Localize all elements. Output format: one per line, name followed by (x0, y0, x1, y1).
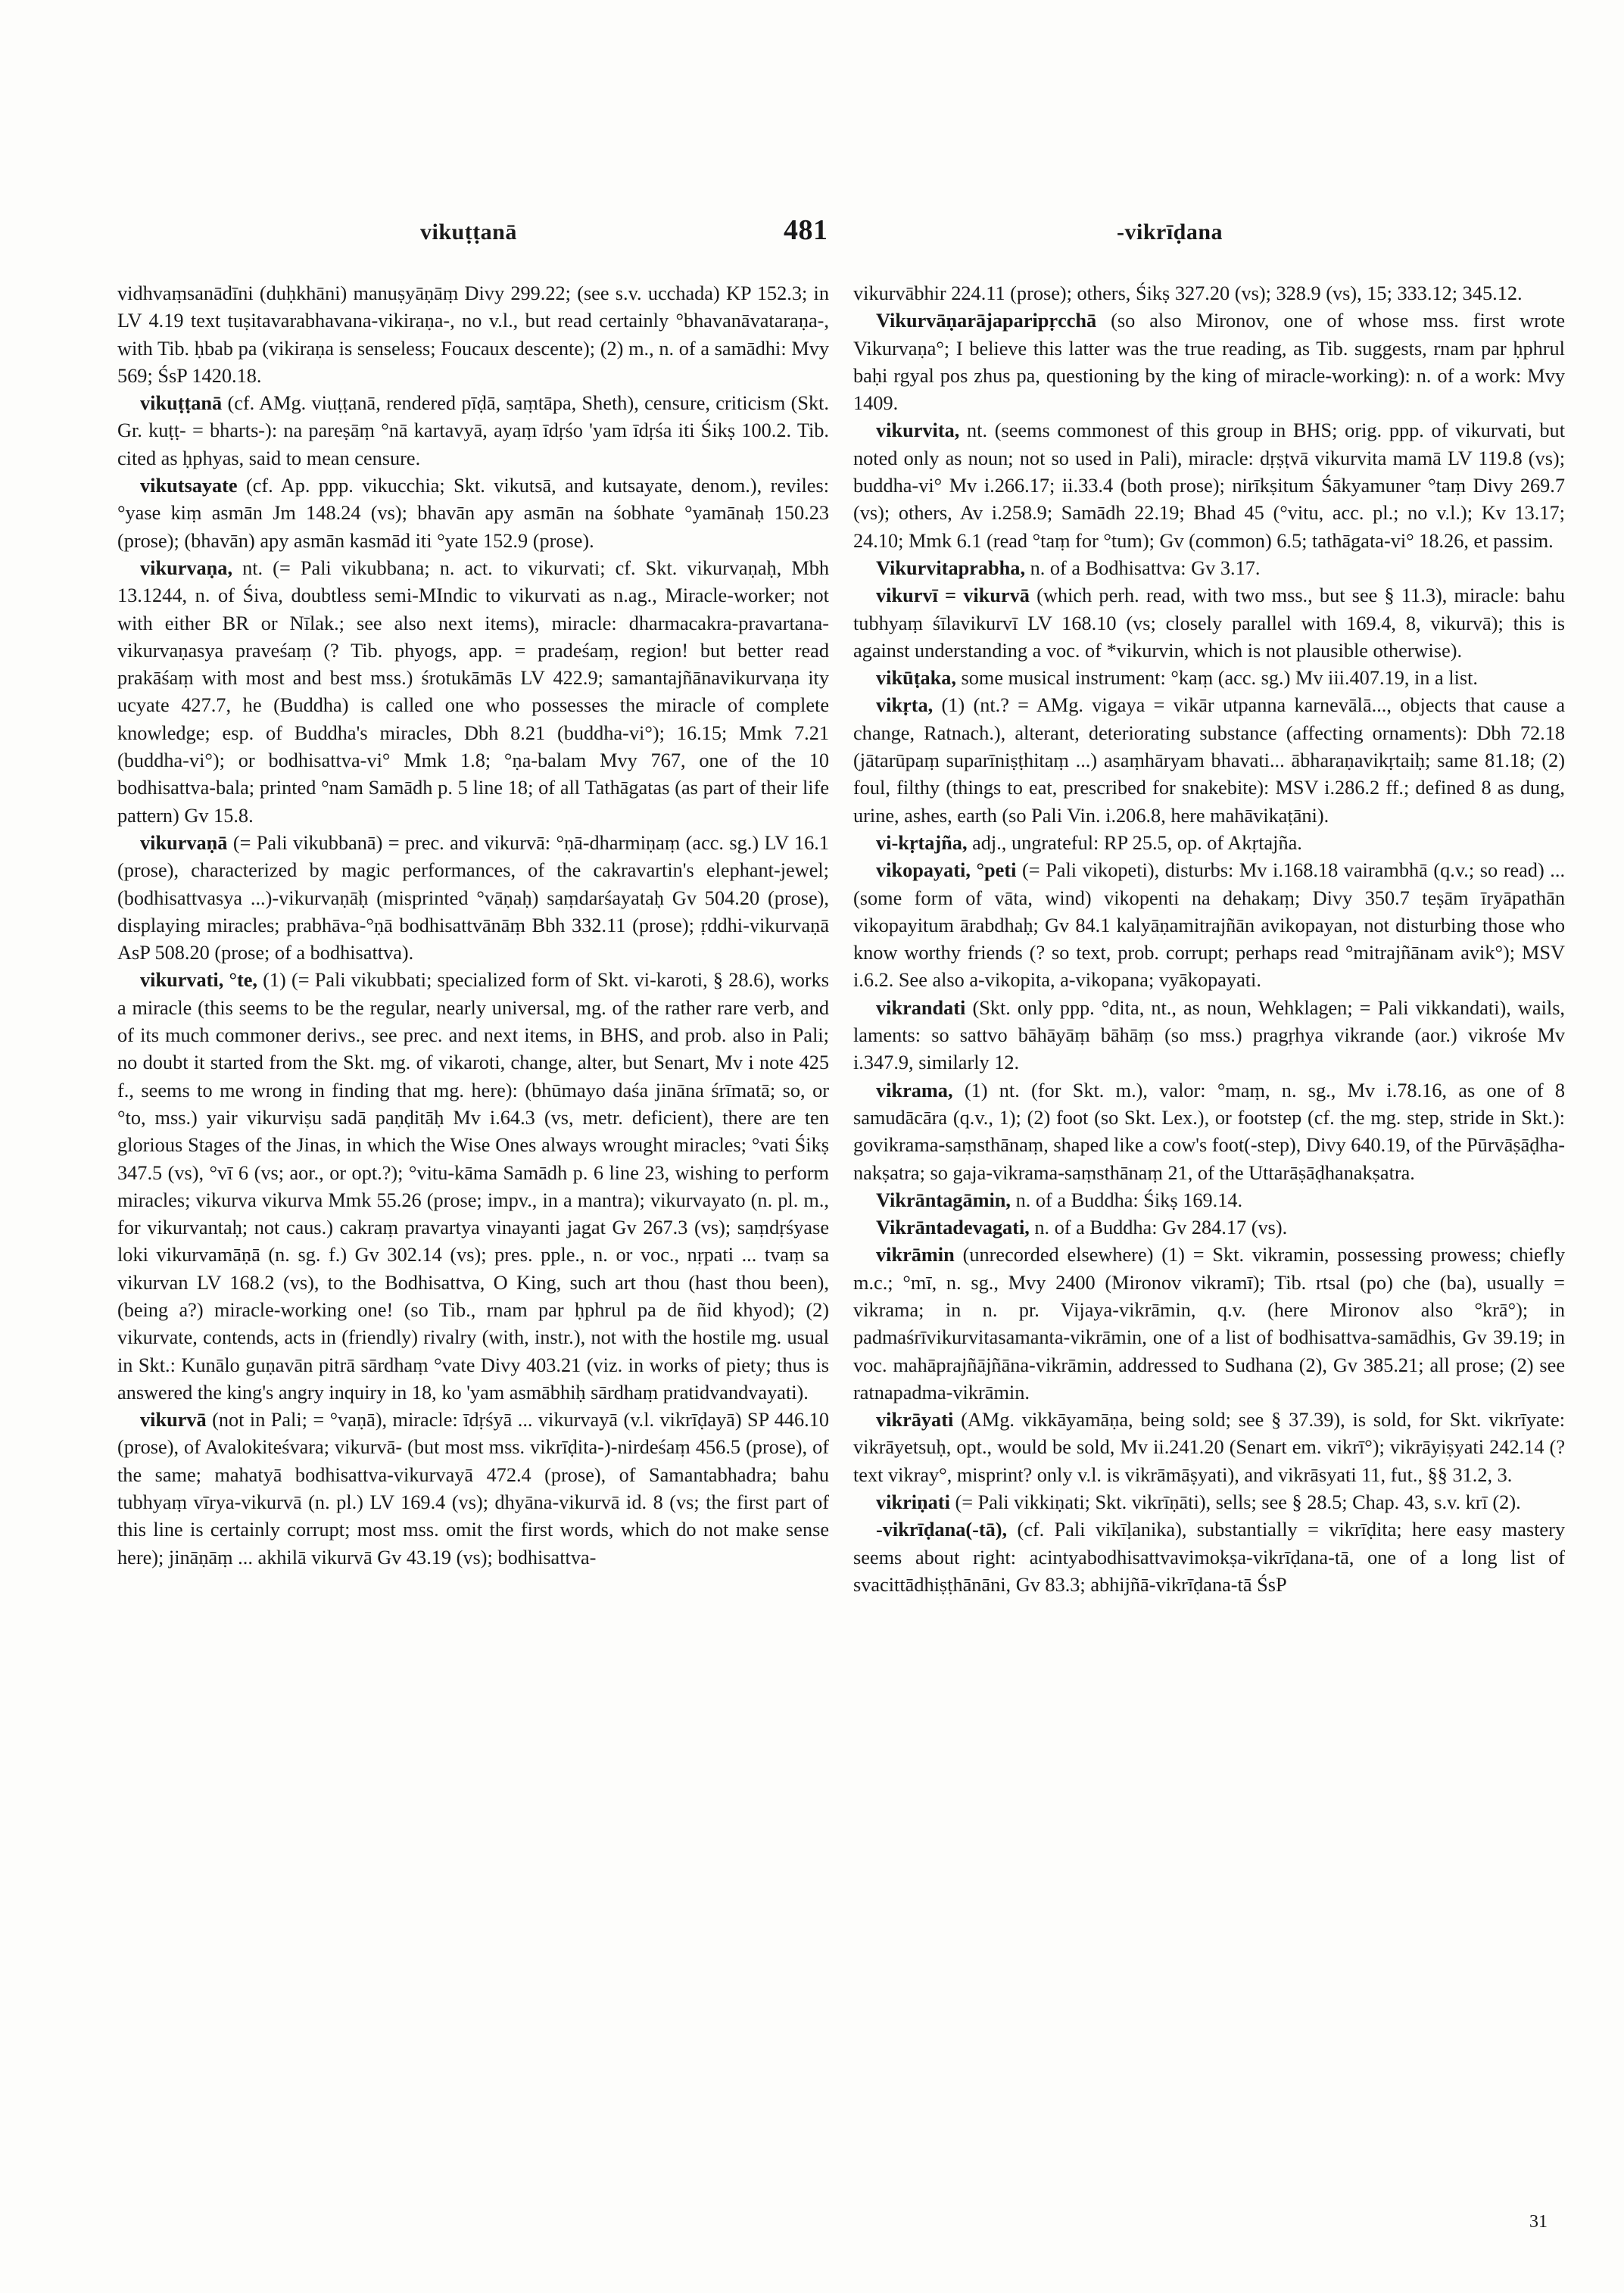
dictionary-entry (117, 390, 829, 472)
entry-body: (which perh. read, with two mss., but see § 11.3), miracle: bahu tubhyaṃ śīlavikurvī LV 168.10 (vs; closely parallel with 169.4, 8, vikurvā); this is against understanding a voc. of *vikurvin, which is not plausible otherwise). (853, 584, 1565, 662)
entry-body: (1) nt. (for Skt. m.), valor: °maṃ, n. sg., Mv i.78.16, as one of 8 samudācāra (q.v., 1); (2) foot (so Skt. Lex.), or footstep (cf. the mg. step, stride in Skt.): govikrama-saṃsthānaṃ, shaped like a cow's foot(-step), Divy 640.19, of the Pūrvāṣāḍha-nakṣatra; so gaja-vikrama-saṃsthānaṃ 21, of the Uttarāṣāḍhanakṣatra. (853, 1079, 1565, 1184)
dictionary-entry (117, 280, 829, 390)
entry-body: n. of a Buddha: Gv 284.17 (vs). (1034, 1217, 1288, 1239)
dictionary-entry (853, 830, 1565, 857)
entry-body: n. of a Buddha: Śikṣ 169.14. (1015, 1189, 1243, 1211)
dictionary-entry (853, 280, 1565, 307)
entry-headword: -vikrīḍana(-tā), (876, 1519, 1008, 1541)
entry-body: (= Pali vikopeti), disturbs: Mv i.168.18 vairambhā (q.v.; so read) ... (some form of vāta, wind) vikopenti na dehakaṃ; Divy 350.7 teṣām īryāpathān vikopayitum ārabdhaḥ; Gv 84.1 kalyāṇamitrajñān avikopayan, not disturbing those who know worthy friends (? so text, prob. corrupt; perhaps read °mitrajñānam avik°); MSV i.6.2. See also a-vikopita, a-vikopana; vyākopayati. (853, 859, 1565, 992)
entry-body: (cf. Pali vikīḷanika), substantially = vikrīḍita; here easy mastery seems about right: acintyabodhisattvavimokṣa-vikrīḍana-tā, one of a long list of svacittādhiṣṭhānāni, Gv 83.3; abhijñā-vikrīḍana-tā ŚsP (853, 1519, 1565, 1596)
dictionary-entry (853, 1489, 1565, 1516)
entry-headword: vikūṭaka, (876, 667, 956, 690)
entry-body: (AMg. vikkāyamāṇa, being sold; see § 37.39), is sold, for Skt. vikrīyate: vikrāyetsuḥ, opt., would be sold, Mv ii.241.20 (Senart em. vikrī°); vikrāyiṣyati 242.14 (? text vikray°, misprint? only v.l. is vikrāmāṣyati), and vikrāsyati 11, fut., §§ 31.2, 3. (853, 1409, 1565, 1486)
entry-headword: vikutsayate (140, 475, 238, 497)
entry-headword: vikurvati, °te, (140, 969, 257, 992)
page-number: 481 (784, 214, 828, 246)
entry-body: vikurvābhir 224.11 (prose); others, Śikṣ 327.20 (vs); 328.9 (vs), 15; 333.12; 345.12. (853, 282, 1523, 304)
entry-headword: vikrandati (876, 996, 966, 1019)
signature-mark: 31 (1529, 2212, 1548, 2232)
entry-headword: vi-kṛtajña, (876, 831, 968, 854)
entry-body: (1) (= Pali vikubbati; specialized form of Skt. vi-karoti, § 28.6), works a miracle (this seems to be the regular, nearly universal, mg. of the rather rare verb, and of its much commoner derivs., see prec. and next items, in BHS, and prob. also in Pali; no doubt it started from the Skt. mg. of vikaroti, change, alter, but Senart, Mv i note 425 f., seems to me wrong in finding that mg. here): (bhūmayo daśa jināna śrīmatā; so, or °to, mss.) yair vikurviṣu sadā paṇḍitāḥ Mv i.64.3 (vs, metr. deficient), there are ten glorious Stages of the Jinas, in which the Wise Ones always wrought miracles; °vati Śikṣ 347.5 (vs), °vī 6 (vs; aor., or opt.?); °vitu-kāma Samādh p. 6 line 23, wishing to perform miracles; vikurva vikurva Mmk 55.26 (prose; impv., in a mantra); vikurvayato (n. pl. m., for vikurvantaḥ; not caus.) cakraṃ pravartya vinayanti jagat Gv 267.3 (vs); saṃdṛśyase loki vikurvamāṇā (n. sg. f.) Gv 302.14 (vs); pres. pple., n. or voc., nṛpati ... tvaṃ sa vikurvan LV 168.2 (vs), to the Bodhisattva, O King, such art thou (hast thou been), (being a?) miracle-working one! (so Tib., rnam par ḥphrul pa de ñid khyod); (2) vikurvate, contends, acts in (friendly) rivalry (with, instr.), not with the hostile mg. usual in Skt.: Kunālo guṇavān pitrā sārdhaṃ °vate Divy 403.21 (viz. in works of piety; thus is answered the king's angry inquiry in 18, ko 'yam asmābhiḥ sārdhaṃ pratidvandvayati). (117, 969, 829, 1404)
running-head-right: -vikrīḍana (1117, 220, 1223, 245)
entry-body: (cf. AMg. viuṭṭanā, rendered pīḍā, saṃtāpa, Sheth), censure, criticism (Skt. Gr. kuṭṭ- = bharts-): na pareṣāṃ °nā kartavyā, ayaṃ īdṛśo 'yam īdṛśa iti Śikṣ 100.2. Tib. cited as ḥphyas, said to mean censure. (117, 392, 829, 469)
dictionary-entry (853, 1516, 1565, 1599)
dictionary-entry (117, 555, 829, 830)
entry-headword: Vikurvitaprabha, (876, 556, 1026, 579)
entry-headword: vikrāyati (876, 1409, 954, 1432)
entry-headword: vikurvā (140, 1409, 207, 1432)
entry-body: (unrecorded elsewhere) (1) = Skt. vikramin, possessing prowess; chiefly m.c.; °mī, n. sg., Mvy 2400 (Mironov vikramī); Tib. rtsal (po) che (ba), usually = vikrama; in n. pr. Vijaya-vikrāmin, q.v. (here Mironov also °krā°); in padmaśrīvikurvitasamanta-vikrāmin, one of a list of bodhisattva-samādhis, Gv 39.19; in voc. mahāprajñājñāna-vikrāmin, addressed to Sudhana (2), Gv 385.21; all prose; (2) see ratnapadma-vikrāmin. (853, 1244, 1565, 1404)
entry-headword: vikurvī = vikurvā (876, 584, 1030, 607)
running-head-left: vikuṭṭanā (420, 220, 517, 245)
right-column (853, 280, 1565, 2218)
entry-body: (1) (nt.? = AMg. vigaya = vikār utpanna karnevālā..., objects that cause a change, Ratnach.), alterant, deteriorating substance (affecting ornaments): Dbh 72.18 (jātarūpaṃ suparīniṣṭhitaṃ ...) asaṃhāryam bhavati... ābharaṇavikṛtaiḥ; same 81.18; (2) foul, filthy (things to eat, prescribed for snakebite): MSV i.286.2 ff.; defined 8 as dung, urine, ashes, earth (so Pali Vin. i.206.8, here mahāvikaṭāni). (853, 694, 1565, 827)
entry-body: n. of a Bodhisattva: Gv 3.17. (1030, 556, 1261, 579)
entry-headword: Vikurvāṇarājaparipṛcchā (876, 310, 1097, 332)
entry-headword: vikurvita, (876, 419, 960, 442)
entry-headword: vikuṭṭanā (140, 392, 223, 415)
entry-headword: vikrama, (876, 1079, 953, 1101)
entry-headword: vikurvaṇā (140, 831, 228, 854)
entry-body: some musical instrument: °kaṃ (acc. sg.) Mv iii.407.19, in a list. (961, 667, 1478, 690)
entry-body: vidhvaṃsanādīni (duḥkhāni) manuṣyāṇāṃ Divy 299.22; (see s.v. ucchada) KP 152.3; in LV 4.19 text tuṣitavarabhavana-vikiraṇa-, no v.l., but read certainly °bhavanāvataraṇa-, with Tib. ḥbab pa (vikiraṇa is senseless; Foucaux descente); (2) m., n. of a samādhi: Mvy 569; ŚsP 1420.18. (117, 282, 829, 387)
dictionary-entry (117, 967, 829, 1407)
entry-headword: Vikrāntadevagati, (876, 1217, 1030, 1239)
dictionary-entry (853, 995, 1565, 1077)
dictionary-entry (117, 472, 829, 555)
left-column (117, 280, 829, 2218)
entry-headword: Vikrāntagāmin, (876, 1189, 1011, 1211)
entry-headword: vikṛta, (876, 694, 934, 717)
dictionary-entry (853, 857, 1565, 994)
entry-body: nt. (seems commonest of this group in BHS; orig. ppp. of vikurvati, but noted only as noun; not so used in Pali), miracle: dṛṣṭvā vikurvita mamā LV 119.8 (vs); buddha-vi° Mv i.266.17; ii.33.4 (both prose); nirīkṣitum Śākyamuner °taṃ Divy 269.7 (vs); others, Av i.258.9; Samādh 22.19; Bhad 45 (°vitu, acc. pl.; no v.l.); Kv 13.17; 24.10; Mmk 6.1 (read °taṃ for °tum); Gv (common) 6.5; tathāgata-vi° 18.26, et passim. (853, 419, 1565, 552)
dictionary-entry (117, 830, 829, 967)
entry-body: (not in Pali; = °vaṇā), miracle: īdṛśyā ... vikurvayā (v.l. vikrīḍayā) SP 446.10 (prose), of Avalokiteśvara; vikurvā- (but most mss. vikrīḍita-)-nirdeśaṃ 456.5 (prose), of the same; mahatyā bodhisattva-vikurvayā 472.4 (prose), of Samantabhadra; bahu tubhyaṃ vīrya-vikurvā (n. pl.) LV 169.4 (vs); dhyāna-vikurvā id. 8 (vs; the first part of this line is certainly corrupt; most mss. omit the first words, which do not make sense here); jināṇāṃ ... akhilā vikurvā Gv 43.19 (vs); bodhisattva- (117, 1409, 829, 1569)
entry-body: (Skt. only ppp. °dita, nt., as noun, Wehklagen; = Pali vikkandati), wails, laments: so sattvo bāhāyāṃ bāhāṃ (so mss.) pragṛhya vikrande (aor.) vikrośe Mv i.347.9, similarly 12. (853, 996, 1565, 1074)
entry-body: (cf. Ap. ppp. vikucchia; Skt. vikutsā, and kutsayate, denom.), reviles: °yase kiṃ asmān Jm 148.24 (vs); bhavān apy asmān na śobhate °yamānaḥ 150.23 (prose); (bhavān) apy asmān kasmād iti °yate 152.9 (prose). (117, 475, 829, 552)
entry-headword: vikurvaṇa, (140, 556, 233, 579)
dictionary-entry (853, 307, 1565, 417)
entry-body: nt. (= Pali vikubbana; n. act. to vikurvati; cf. Skt. vikurvaṇaḥ, Mbh 13.1244, n. of Śiva, doubtless semi-MIndic to vikurvati as n.ag., Miracle-worker; not with either BR or Nīlak.; see also next items), miracle: dharmacakra-pravartana-vikurvaṇasya praveśaṃ (? Tib. phyogs, app. = pradeśaṃ, region! but better read prakāśaṃ with most and best mss.) śrotukāmās LV 422.9; samantajñānavikurvaṇa ity ucyate 427.7, he (Buddha) is called one who possesses the miracle of complete knowledge; esp. of Buddha's miracles, Dbh 8.21 (buddha-vi°); 16.15; Mmk 7.21 (buddha-vi°); or bodhisattva-vi° Mmk 1.8; °ṇa-balam Mvy 767, one of the 10 bodhisattva-bala; printed °nam Samādh p. 5 line 18; of all Tathāgatas (as part of their life pattern) Gv 15.8. (117, 556, 829, 827)
entry-body: adj., ungrateful: RP 25.5, op. of Akṛtajña. (972, 831, 1302, 854)
entry-headword: vikriṇati (876, 1491, 950, 1514)
dictionary-entry (853, 692, 1565, 829)
dictionary-entry (853, 1407, 1565, 1489)
dictionary-entry (853, 665, 1565, 692)
dictionary-entry (117, 1407, 829, 1572)
dictionary-entry (853, 417, 1565, 554)
dictionary-entry (853, 1187, 1565, 1214)
dictionary-entry (853, 1077, 1565, 1187)
entry-headword: vikrāmin (876, 1244, 955, 1266)
dictionary-entry (853, 555, 1565, 582)
dictionary-entry (853, 1242, 1565, 1407)
entry-headword: vikopayati, °peti (876, 859, 1017, 882)
entry-body: (so also Mironov, one of whose mss. first wrote Vikurvaṇa°; I believe this latter was the true reading, as Tib. suggests, rnam par ḥphrul baḥi rgyal pos zhus pa, questioning by the king of miracle-working): n. of a work: Mvy 1409. (853, 310, 1565, 415)
dictionary-entry (853, 582, 1565, 665)
dictionary-entry (853, 1214, 1565, 1242)
entry-body: (= Pali vikkiṇati; Skt. vikrīṇāti), sells; see § 28.5; Chap. 43, s.v. krī (2). (955, 1491, 1521, 1514)
entry-body: (= Pali vikubbanā) = prec. and vikurvā: °ṇā-dharmiṇaṃ (acc. sg.) LV 16.1 (prose), characterized by magic performances, of the cakravartin's elephant-jewel; (bodhisattvasya ...)-vikurvaṇāḥ (misprinted °vāṇaḥ) saṃdarśayataḥ Gv 504.20 (prose), displaying miracles; prabhāva-°ṇā bodhisattvānāṃ Bbh 332.11 (prose); ṛddhi-vikurvaṇā AsP 508.20 (prose; of a bodhisattva). (117, 831, 829, 964)
